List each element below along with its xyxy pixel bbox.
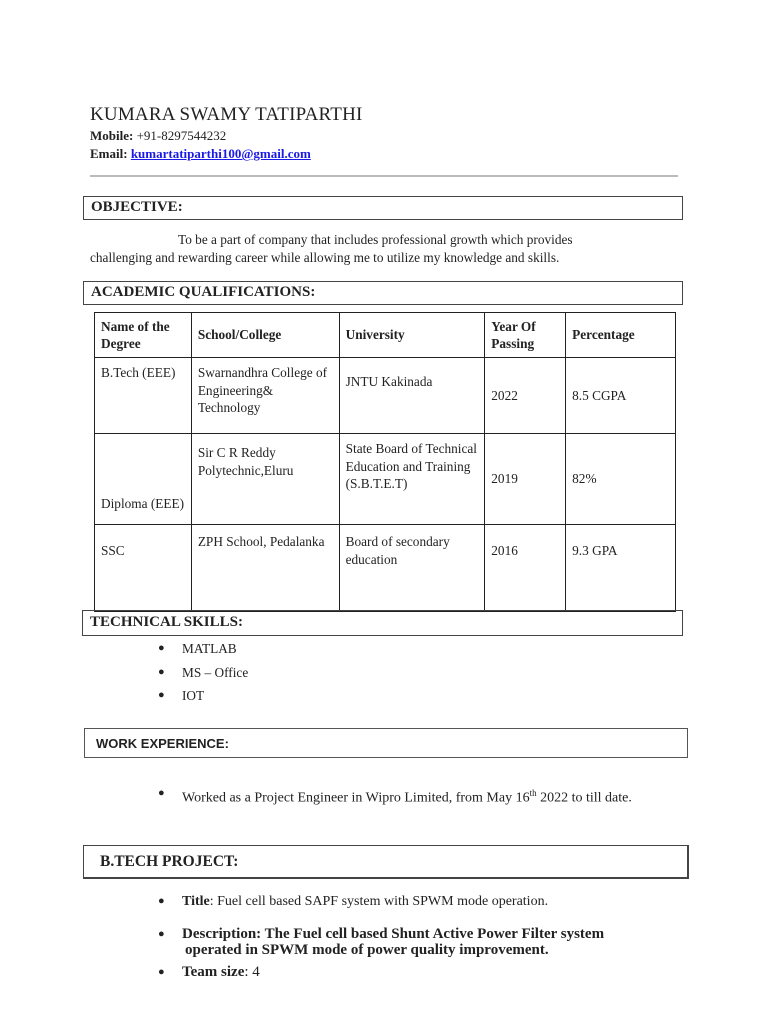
candidate-name: KUMARA SWAMY TATIPARTHI — [90, 104, 363, 125]
technical-skills-heading: TECHNICAL SKILLS: — [82, 610, 683, 636]
team-label: Team size — [182, 964, 245, 980]
table-row — [95, 525, 676, 612]
description-value: : The Fuel cell based Shunt Active Power Filter system — [256, 926, 605, 942]
work-item-suffix: 2022 to till date. — [536, 790, 632, 806]
year-cell: 2016 — [485, 525, 566, 612]
list-item: ● IOT — [158, 687, 248, 711]
table-row — [95, 358, 676, 434]
objective-line-1: To be a part of company that includes professional growth which provides — [178, 232, 573, 247]
objective-heading: OBJECTIVE: — [83, 196, 683, 220]
work-experience-heading: WORK EXPERIENCE: — [84, 728, 688, 758]
school-cell: ZPH School, Pedalanka — [191, 525, 339, 612]
work-item-sup: th — [529, 788, 537, 798]
mobile-label: Mobile: — [90, 128, 134, 143]
col-header-percentage: Percentage — [566, 313, 676, 358]
col-header-year: Year Of Passing — [485, 313, 566, 358]
title-label: Title — [182, 894, 210, 909]
email-line — [90, 146, 311, 162]
email-label: Email: — [90, 146, 128, 161]
description-label: Description — [182, 926, 257, 942]
list-item: ● MATLAB — [158, 640, 248, 664]
mobile-line — [90, 128, 226, 144]
col-header-degree: Name of the Degree — [95, 313, 192, 358]
year-cell: 2022 — [485, 358, 566, 434]
header-divider — [90, 175, 678, 177]
project-heading: B.TECH PROJECT: — [83, 845, 689, 879]
work-item-text: Worked as a Project Engineer in Wipro Limited, from May 16 — [182, 790, 530, 806]
school-cell: Sir C R Reddy Polytechnic,Eluru — [191, 434, 339, 525]
col-header-university: University — [339, 313, 485, 358]
list-item — [158, 784, 678, 808]
project-list — [158, 893, 678, 981]
objective-text — [90, 231, 650, 267]
table-header-row — [95, 313, 676, 358]
col-header-school: School/College — [191, 313, 339, 358]
email-link[interactable]: kumartatiparthi100@gmail.com — [130, 146, 311, 161]
academic-heading: ACADEMIC QUALIFICATIONS: — [83, 281, 683, 305]
percentage-cell: 8.5 CGPA — [566, 358, 676, 434]
school-cell: Swarnandhra College of Engineering& Technology — [191, 358, 339, 434]
qualifications-table — [94, 312, 676, 612]
objective-line-2: challenging and rewarding career while allowing me to utilize my knowledge and skills. — [90, 250, 560, 265]
work-experience-list — [158, 784, 678, 808]
list-item: ● MS – Office — [158, 664, 248, 688]
team-value: : 4 — [244, 964, 260, 980]
percentage-cell: 9.3 GPA — [566, 525, 676, 612]
description-value-cont: operated in SPWM mode of power quality improvement. — [185, 942, 549, 958]
percentage-cell: 82% — [566, 434, 676, 525]
university-cell: State Board of Technical Education and Training (S.B.T.E.T) — [339, 434, 485, 525]
degree-cell: B.Tech (EEE) — [95, 358, 192, 434]
university-cell: JNTU Kakinada — [339, 358, 485, 434]
year-cell: 2019 — [485, 434, 566, 525]
degree-cell: Diploma (EEE) — [95, 434, 192, 525]
list-item — [158, 893, 678, 910]
degree-cell: SSC — [95, 525, 192, 612]
title-value: : Fuel cell based SAPF system with SPWM mode operation. — [209, 894, 549, 909]
university-cell: Board of secondary education — [339, 525, 485, 612]
table-row — [95, 434, 676, 525]
mobile-value: +91-8297544232 — [136, 128, 227, 143]
list-item — [158, 926, 678, 958]
list-item — [158, 964, 678, 981]
technical-skills-list — [158, 640, 248, 711]
